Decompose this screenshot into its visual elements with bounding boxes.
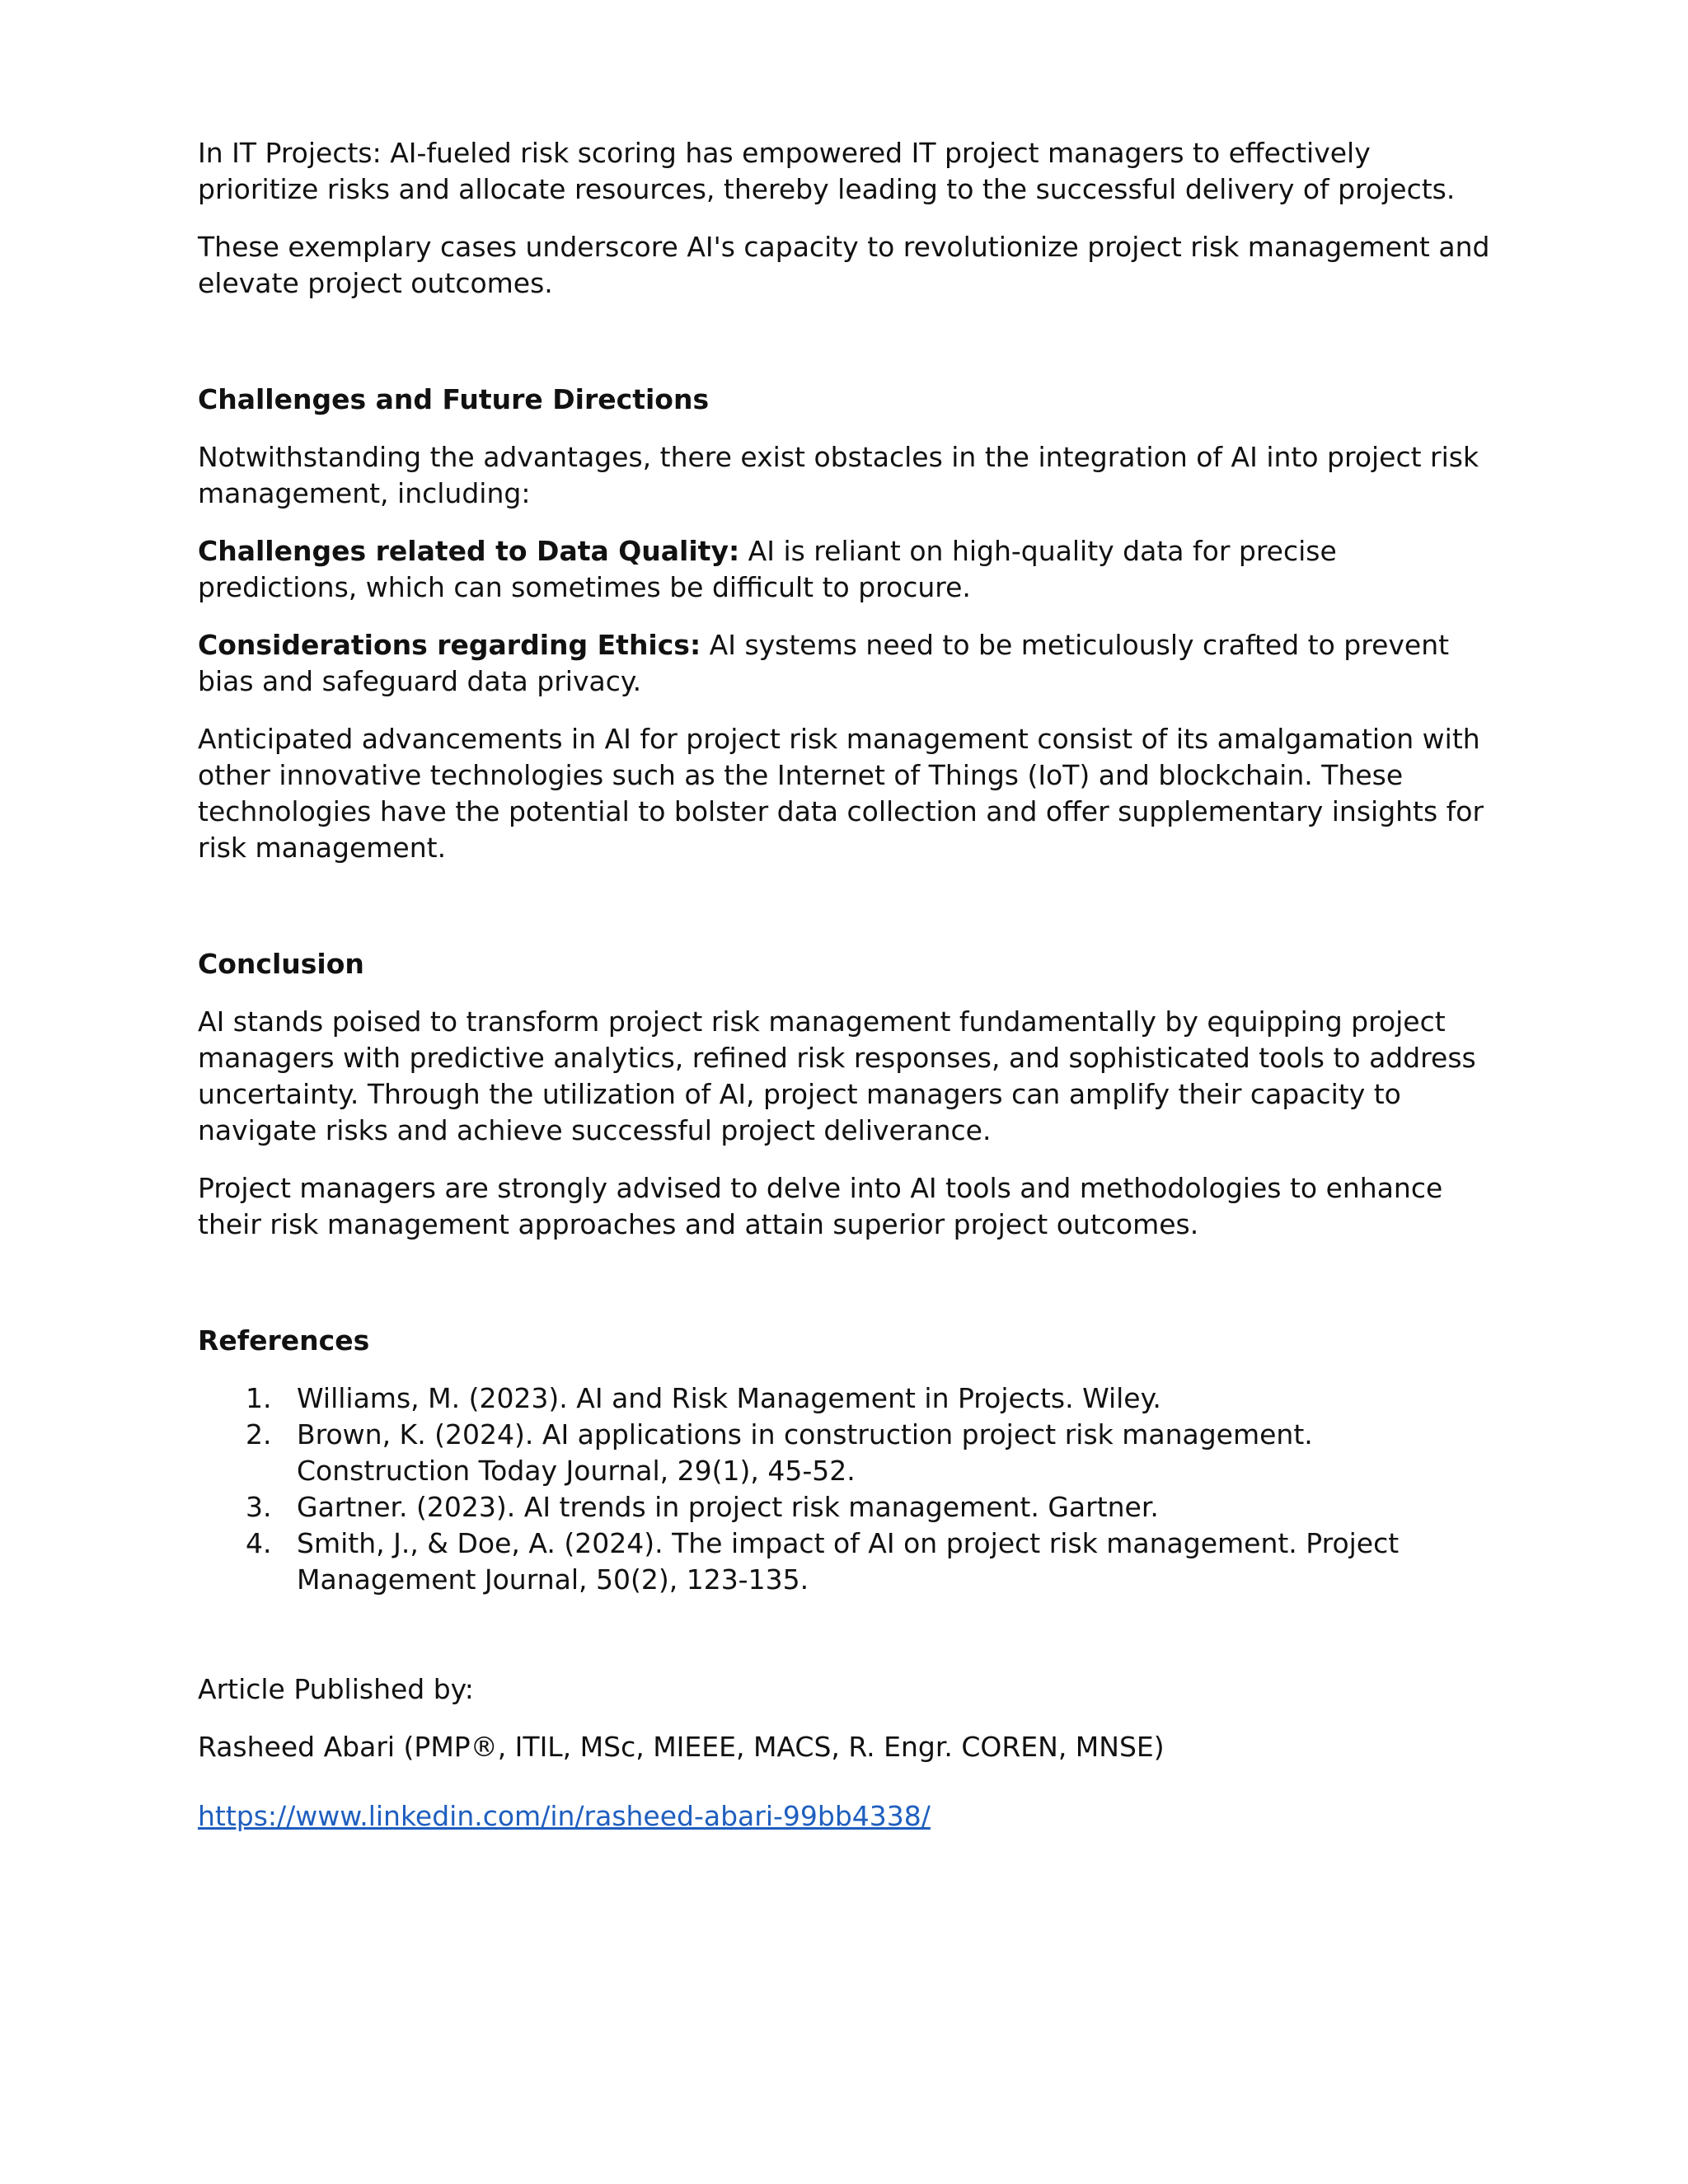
reference-item bbox=[198, 1417, 1492, 1489]
reference-number: 4. bbox=[246, 1527, 272, 1559]
reference-text: Williams, M. (2023). AI and Risk Management in Projects. Wiley. bbox=[297, 1382, 1161, 1414]
reference-number: 3. bbox=[246, 1491, 272, 1523]
linkedin-link[interactable]: https://www.linkedin.com/in/rasheed-abari-99bb4338/ bbox=[198, 1800, 931, 1832]
it-projects-paragraph: In IT Projects: AI-fueled risk scoring has empowered IT project managers to effectively prioritize risks and allocate resources, thereby leading to the successful delivery of projects. bbox=[198, 137, 1456, 205]
document-page bbox=[198, 135, 1492, 1856]
ethics-paragraph bbox=[198, 627, 1492, 700]
exemplary-cases-paragraph: These exemplary cases underscore AI's capacity to revolutionize project risk management and elevate project outcomes. bbox=[198, 231, 1490, 299]
data-quality-paragraph bbox=[198, 533, 1492, 606]
published-by-label: Article Published by: bbox=[198, 1673, 474, 1705]
reference-item bbox=[198, 1489, 1492, 1526]
future-directions-paragraph: Anticipated advancements in AI for project risk management consist of its amalgamation with other innovative technologies such as the Internet of Things (IoT) and blockchain. These technologies have the potential to bolster data collection and offer supplementary insights for risk management. bbox=[198, 723, 1484, 864]
ethics-text: AI systems need to be meticulously crafted to prevent bias and safeguard data privacy. bbox=[198, 629, 1450, 697]
reference-text: Smith, J., & Doe, A. (2024). The impact of AI on project risk management. Project Management Journal, 50(2), 123-135. bbox=[297, 1527, 1400, 1596]
challenges-heading: Challenges and Future Directions bbox=[198, 383, 710, 415]
references-list bbox=[198, 1380, 1492, 1598]
conclusion-paragraph-2: Project managers are strongly advised to delve into AI tools and methodologies to enhance their risk management approaches and attain superior project outcomes. bbox=[198, 1172, 1443, 1240]
reference-number: 1. bbox=[246, 1382, 272, 1414]
data-quality-label: Challenges related to Data Quality: bbox=[198, 535, 740, 567]
references-heading: References bbox=[198, 1324, 370, 1357]
ethics-label: Considerations regarding Ethics: bbox=[198, 629, 701, 661]
reference-item bbox=[198, 1380, 1492, 1417]
reference-number: 2. bbox=[246, 1418, 272, 1451]
challenges-intro-paragraph: Notwithstanding the advantages, there exist obstacles in the integration of AI into project risk management, including: bbox=[198, 441, 1479, 509]
reference-text: Brown, K. (2024). AI applications in construction project risk management. Construction Today Journal, 29(1), 45-52. bbox=[297, 1418, 1313, 1487]
conclusion-heading: Conclusion bbox=[198, 948, 364, 980]
linkedin-link-row bbox=[198, 1798, 1492, 1835]
data-quality-text: AI is reliant on high-quality data for precise predictions, which can sometimes be difficult to procure. bbox=[198, 535, 1337, 603]
author-credentials: Rasheed Abari (PMP®, ITIL, MSc, MIEEE, MACS, R. Engr. COREN, MNSE) bbox=[198, 1731, 1165, 1763]
reference-item bbox=[198, 1526, 1492, 1598]
reference-text: Gartner. (2023). AI trends in project risk management. Gartner. bbox=[297, 1491, 1159, 1523]
conclusion-paragraph-1: AI stands poised to transform project risk management fundamentally by equipping project managers with predictive analytics, refined risk responses, and sophisticated tools to address uncertainty. Through the utilization of AI, project managers can amplify their capacity to navigate risks and achieve successful project deliverance. bbox=[198, 1005, 1476, 1146]
